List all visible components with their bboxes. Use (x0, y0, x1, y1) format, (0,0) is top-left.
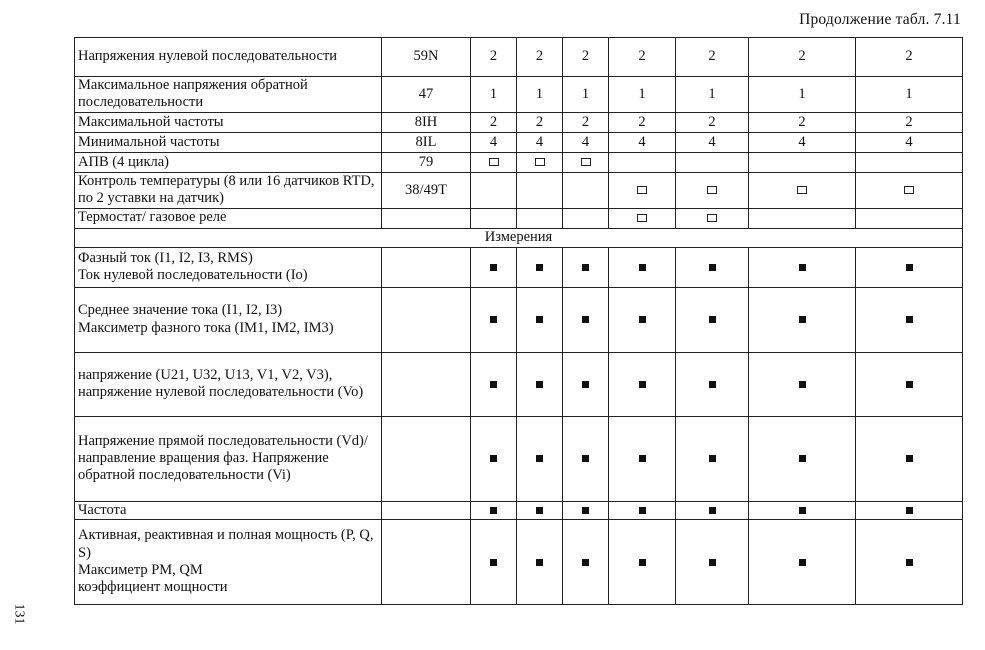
value-cell (749, 501, 856, 519)
value-cell: 2 (609, 112, 676, 132)
open-square-icon (637, 214, 647, 222)
value-cell (856, 172, 963, 208)
value-cell: 2 (517, 112, 563, 132)
value-cell: 1 (749, 77, 856, 113)
protection-rows (75, 38, 963, 229)
row-description: Минимальной частоты (75, 132, 382, 152)
table-row (75, 132, 963, 152)
table-row (75, 416, 963, 501)
filled-square-icon (709, 316, 716, 323)
open-square-icon (581, 158, 591, 166)
filled-square-icon (582, 316, 589, 323)
value-cell: 2 (517, 38, 563, 77)
value-cell (563, 287, 609, 352)
row-description: Напряжения нулевой последовательности (75, 38, 382, 77)
value-cell (676, 416, 749, 501)
value-cell (856, 152, 963, 172)
table-row (75, 520, 963, 605)
value-cell (856, 501, 963, 519)
table-caption: Продолжение табл. 7.11 (799, 11, 961, 28)
filled-square-icon (639, 455, 646, 462)
filled-square-icon (536, 559, 543, 566)
value-cell (749, 520, 856, 605)
value-cell (609, 352, 676, 416)
value-cell (563, 172, 609, 208)
value-cell: 1 (471, 77, 517, 113)
value-cell (471, 247, 517, 287)
value-cell: 1 (609, 77, 676, 113)
filled-square-icon (799, 455, 806, 462)
row-description: Максимальное напряжения обратной последовательности (75, 77, 382, 113)
value-cell: 2 (676, 112, 749, 132)
value-cell (563, 416, 609, 501)
table-row (75, 172, 963, 208)
value-cell (517, 501, 563, 519)
value-cell (609, 247, 676, 287)
value-cell (749, 416, 856, 501)
value-cell: 2 (471, 38, 517, 77)
filled-square-icon (906, 559, 913, 566)
value-cell (609, 416, 676, 501)
filled-square-icon (582, 455, 589, 462)
value-cell (749, 152, 856, 172)
value-cell: 1 (856, 77, 963, 113)
section-header-row (75, 228, 963, 247)
ansi-code: 8IL (382, 132, 471, 152)
ansi-code: 8IH (382, 112, 471, 132)
value-cell (609, 208, 676, 228)
value-cell: 2 (676, 38, 749, 77)
row-description: АПВ (4 цикла) (75, 152, 382, 172)
measurement-description: Напряжение прямой последовательности (Vd)/направление вращения фаз. Напряжение обратной последовательности (Vi) (75, 416, 382, 501)
open-square-icon (637, 186, 647, 194)
filled-square-icon (906, 507, 913, 514)
value-cell (609, 501, 676, 519)
table-row (75, 287, 963, 352)
section-title: Измерения (75, 228, 963, 247)
value-cell: 1 (676, 77, 749, 113)
filled-square-icon (639, 507, 646, 514)
value-cell (749, 208, 856, 228)
value-cell: 2 (749, 112, 856, 132)
measurement-description: напряжение (U21, U32, U13, V1, V2, V3), напряжение нулевой последовательности (Vo) (75, 352, 382, 416)
value-cell (471, 152, 517, 172)
measurement-description: Активная, реактивная и полная мощность (P, Q, S) Максиметр PM, QM коэффициент мощности (75, 520, 382, 605)
value-cell: 2 (749, 38, 856, 77)
filled-square-icon (639, 316, 646, 323)
filled-square-icon (799, 316, 806, 323)
filled-square-icon (906, 316, 913, 323)
open-square-icon (797, 186, 807, 194)
ansi-code: 79 (382, 152, 471, 172)
ansi-code: 47 (382, 77, 471, 113)
value-cell: 4 (856, 132, 963, 152)
value-cell: 4 (517, 132, 563, 152)
value-cell (517, 416, 563, 501)
value-cell (471, 172, 517, 208)
open-square-icon (489, 158, 499, 166)
table-row (75, 352, 963, 416)
value-cell (676, 247, 749, 287)
filled-square-icon (490, 455, 497, 462)
value-cell: 4 (471, 132, 517, 152)
filled-square-icon (536, 507, 543, 514)
value-cell (856, 208, 963, 228)
table-row (75, 112, 963, 132)
value-cell (676, 520, 749, 605)
ansi-code: 59N (382, 38, 471, 77)
value-cell (749, 352, 856, 416)
row-description: Контроль температуры (8 или 16 датчиков RTD, по 2 уставки на датчик) (75, 172, 382, 208)
value-cell (563, 152, 609, 172)
open-square-icon (707, 214, 717, 222)
value-cell (609, 152, 676, 172)
value-cell (471, 352, 517, 416)
open-square-icon (535, 158, 545, 166)
filled-square-icon (536, 316, 543, 323)
value-cell (856, 520, 963, 605)
measurement-description: Среднее значение тока (I1, I2, I3) Максиметр фазного тока (IM1, IM2, IM3) (75, 287, 382, 352)
value-cell (563, 520, 609, 605)
value-cell (676, 501, 749, 519)
filled-square-icon (639, 559, 646, 566)
value-cell (676, 287, 749, 352)
value-cell (749, 287, 856, 352)
measurement-rows (75, 247, 963, 604)
filled-square-icon (799, 381, 806, 388)
value-cell: 2 (856, 38, 963, 77)
value-cell (517, 287, 563, 352)
filled-square-icon (906, 455, 913, 462)
value-cell (471, 287, 517, 352)
filled-square-icon (490, 559, 497, 566)
value-cell (856, 416, 963, 501)
filled-square-icon (799, 559, 806, 566)
value-cell (471, 520, 517, 605)
filled-square-icon (709, 455, 716, 462)
value-cell (517, 152, 563, 172)
protection-functions-table (74, 37, 963, 605)
filled-square-icon (709, 559, 716, 566)
table-row (75, 247, 963, 287)
table-row (75, 77, 963, 113)
open-square-icon (904, 186, 914, 194)
measurement-description: Фазный ток (I1, I2, I3, RMS) Ток нулевой последовательности (Io) (75, 247, 382, 287)
value-cell (609, 287, 676, 352)
value-cell: 1 (517, 77, 563, 113)
value-cell: 1 (563, 77, 609, 113)
value-cell (517, 247, 563, 287)
value-cell (856, 287, 963, 352)
value-cell: 2 (563, 112, 609, 132)
value-cell: 4 (609, 132, 676, 152)
value-cell (676, 152, 749, 172)
value-cell (563, 208, 609, 228)
filled-square-icon (709, 381, 716, 388)
table-row (75, 501, 963, 519)
table-row (75, 152, 963, 172)
value-cell (749, 247, 856, 287)
value-cell (676, 352, 749, 416)
value-cell (563, 247, 609, 287)
row-description: Термостат/ газовое реле (75, 208, 382, 228)
ansi-code (382, 247, 471, 287)
value-cell (609, 520, 676, 605)
filled-square-icon (639, 264, 646, 271)
ansi-code (382, 416, 471, 501)
value-cell: 4 (676, 132, 749, 152)
filled-square-icon (490, 381, 497, 388)
page-number: 131 (11, 603, 27, 625)
value-cell: 2 (856, 112, 963, 132)
filled-square-icon (490, 264, 497, 271)
value-cell (517, 352, 563, 416)
filled-square-icon (799, 507, 806, 514)
filled-square-icon (709, 264, 716, 271)
value-cell: 2 (563, 38, 609, 77)
ansi-code (382, 287, 471, 352)
value-cell (471, 416, 517, 501)
open-square-icon (707, 186, 717, 194)
measurements-section (75, 228, 963, 247)
value-cell (856, 352, 963, 416)
value-cell: 4 (749, 132, 856, 152)
value-cell (471, 208, 517, 228)
value-cell (517, 208, 563, 228)
value-cell (676, 208, 749, 228)
value-cell: 4 (563, 132, 609, 152)
filled-square-icon (582, 507, 589, 514)
filled-square-icon (582, 559, 589, 566)
filled-square-icon (490, 507, 497, 514)
measurement-description: Частота (75, 501, 382, 519)
ansi-code: 38/49T (382, 172, 471, 208)
filled-square-icon (582, 264, 589, 271)
value-cell (676, 172, 749, 208)
filled-square-icon (709, 507, 716, 514)
ansi-code (382, 520, 471, 605)
row-description: Максимальной частоты (75, 112, 382, 132)
value-cell (563, 352, 609, 416)
ansi-code (382, 352, 471, 416)
ansi-code (382, 501, 471, 519)
table-row (75, 208, 963, 228)
value-cell (749, 172, 856, 208)
value-cell (517, 520, 563, 605)
filled-square-icon (799, 264, 806, 271)
value-cell (856, 247, 963, 287)
value-cell: 2 (471, 112, 517, 132)
value-cell (609, 172, 676, 208)
filled-square-icon (639, 381, 646, 388)
filled-square-icon (536, 455, 543, 462)
value-cell (563, 501, 609, 519)
ansi-code (382, 208, 471, 228)
filled-square-icon (906, 264, 913, 271)
filled-square-icon (536, 381, 543, 388)
value-cell: 2 (609, 38, 676, 77)
filled-square-icon (536, 264, 543, 271)
filled-square-icon (582, 381, 589, 388)
value-cell (517, 172, 563, 208)
filled-square-icon (490, 316, 497, 323)
value-cell (471, 501, 517, 519)
table-row (75, 38, 963, 77)
filled-square-icon (906, 381, 913, 388)
